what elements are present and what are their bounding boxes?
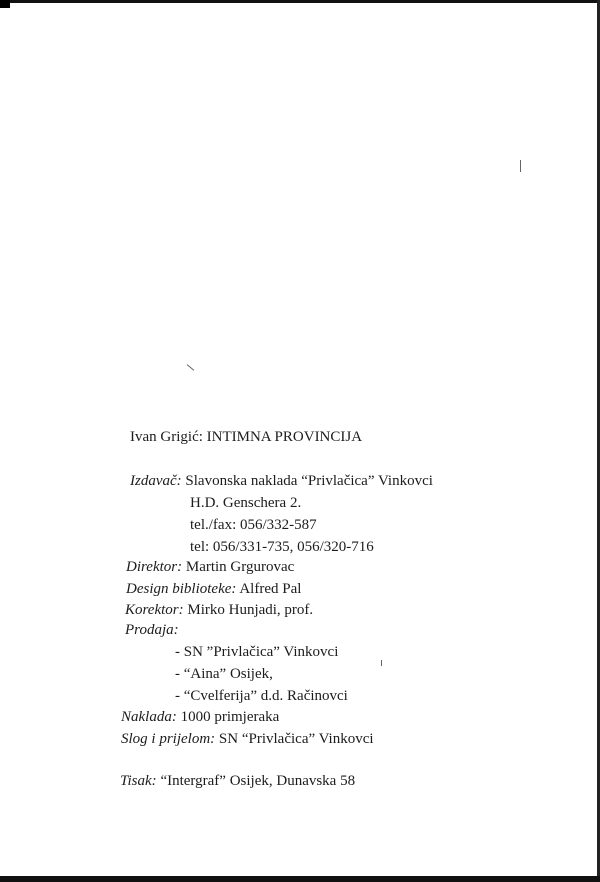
director-line xyxy=(126,558,294,576)
proofreader-value: Mirko Hunjadi, prof. xyxy=(187,602,314,618)
director-label: Direktor: xyxy=(126,559,183,575)
typesetting-label: Slog i prijelom: xyxy=(121,731,216,747)
director-value: Martin Grgurovac xyxy=(185,559,295,575)
publisher-label: Izdavač: xyxy=(130,473,182,489)
scan-edge-bottom xyxy=(0,876,600,882)
scan-speck xyxy=(187,364,195,371)
scan-speck xyxy=(520,160,521,172)
sales-item: - “Aina” Osijek, xyxy=(175,666,273,682)
scan-speck xyxy=(381,660,382,666)
typesetting-value: SN “Privlačica” Vinkovci xyxy=(218,731,374,747)
design-line xyxy=(126,580,301,598)
edition-value: 1000 primjeraka xyxy=(180,709,280,725)
publisher-address: H.D. Genschera 2. xyxy=(190,495,302,511)
proofreader-line xyxy=(125,601,313,619)
typesetting-line xyxy=(121,730,374,748)
proofreader-label: Korektor: xyxy=(125,602,184,618)
edition-line xyxy=(121,708,279,726)
publisher-name: Slavonska naklada “Privlačica” Vinkovci xyxy=(185,473,433,489)
publisher-line xyxy=(130,472,433,490)
print-value: “Intergraf” Osijek, Dunavska 58 xyxy=(160,773,356,789)
sales-item: - SN ”Privlačica” Vinkovci xyxy=(175,644,339,660)
title-line: Ivan Grigić: INTIMNA PROVINCIJA xyxy=(130,429,363,445)
publisher-tel: tel: 056/331-735, 056/320-716 xyxy=(190,539,374,555)
sales-label: Prodaja: xyxy=(125,622,179,638)
edition-label: Naklada: xyxy=(121,709,177,725)
scan-edge-top xyxy=(0,0,600,3)
print-line xyxy=(120,772,355,790)
print-label: Tisak: xyxy=(120,773,157,789)
design-value: Alfred Pal xyxy=(239,581,302,597)
design-label: Design biblioteke: xyxy=(126,581,237,597)
sales-item: - “Cvelferija” d.d. Račinovci xyxy=(175,688,348,704)
publisher-telfax: tel./fax: 056/332-587 xyxy=(190,517,317,533)
scan-corner-mark xyxy=(0,0,10,8)
